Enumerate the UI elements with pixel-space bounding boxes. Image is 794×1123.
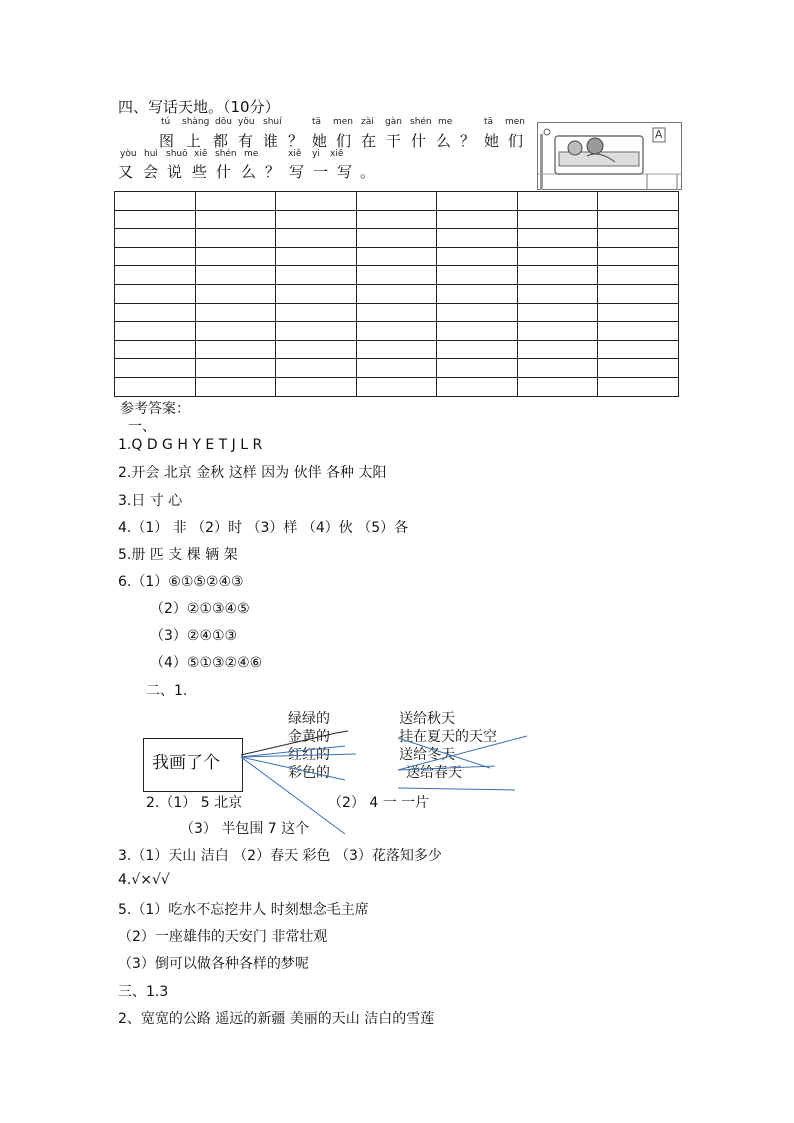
pinyin: me: [438, 117, 453, 127]
answer-line: 2.开会 北京 金秋 这样 因为 伙伴 各种 太阳: [118, 465, 387, 481]
pinyin: yǒu: [238, 117, 255, 127]
pinyin: xiě: [288, 149, 302, 159]
pinyin: men: [505, 117, 526, 127]
section-title: 四、写话天地。（10分）: [118, 98, 280, 116]
hanzi: 干: [386, 132, 402, 150]
hanzi: 都: [213, 132, 229, 150]
match-left-item: 绿绿的: [288, 711, 330, 727]
hanzi: ？: [460, 132, 476, 150]
part2-label: 二、1.: [146, 683, 188, 699]
answer-line: （2） 4 一 一片: [328, 795, 430, 811]
pinyin: xiě: [330, 149, 344, 159]
answer-line: 2.（1） 5 北京: [146, 795, 243, 811]
answer-line: 4.√×√√: [118, 872, 170, 888]
part1-label: 一、: [128, 419, 156, 435]
answer-line: （2）一座雄伟的天安门 非常壮观: [118, 929, 328, 945]
hanzi: 。: [360, 163, 376, 181]
pinyin: dōu: [215, 117, 232, 127]
answer-line: 三、1.3: [118, 984, 169, 1000]
hanzi: 又: [118, 163, 134, 181]
hanzi: 么: [241, 163, 257, 181]
answer-line: （3） 半包围 7 这个: [180, 821, 310, 837]
answer-line: 2、宽宽的公路 遥远的新疆 美丽的天山 洁白的雪莲: [118, 1011, 435, 1027]
answer-line: （4）⑤①③②④⑥: [150, 655, 263, 671]
svg-text:A: A: [655, 128, 663, 141]
hanzi: 有: [238, 132, 254, 150]
hanzi: ？: [265, 163, 281, 181]
pinyin: shuí: [263, 117, 282, 127]
hanzi: 一: [313, 163, 329, 181]
hanzi: 们: [336, 132, 352, 150]
hanzi: 写: [337, 163, 353, 181]
hanzi: 说: [167, 163, 183, 181]
hanzi: 什: [411, 132, 427, 150]
hanzi: 上: [186, 132, 202, 150]
pinyin: shuō: [166, 149, 188, 159]
hanzi: ？: [288, 132, 304, 150]
hanzi: 们: [508, 132, 524, 150]
match-right-item: 送给秋天: [399, 711, 455, 727]
answer-line: （2）②①③④⑤: [150, 601, 250, 617]
match-right-item: 挂在夏天的天空: [399, 729, 497, 745]
pinyin: men: [333, 117, 354, 127]
answer-line: 6.（1）⑥①⑤②④③: [118, 574, 244, 590]
answer-line: （3）倒可以做各种各样的梦呢: [118, 956, 309, 972]
answer-line: 3.日 寸 心: [118, 493, 183, 509]
answers-heading: 参考答案：: [120, 401, 190, 417]
pinyin: yòu: [120, 149, 137, 159]
pinyin: shén: [215, 149, 237, 159]
match-left-item: 红红的: [288, 747, 330, 763]
answer-line: 3.（1）天山 洁白 （2）春天 彩色 （3）花落知多少: [118, 848, 442, 864]
hanzi: 写: [289, 163, 305, 181]
answer-line: 5.册 匹 支 棵 辆 架: [118, 547, 238, 563]
answer-line: （3）②④①③: [150, 628, 238, 644]
match-right-item: 送给春天: [406, 765, 462, 781]
hanzi: 她: [312, 132, 328, 150]
match-box-label: 我画了个: [152, 753, 220, 773]
hanzi: 什: [216, 163, 232, 181]
hanzi: 谁: [263, 132, 279, 150]
pinyin: gàn: [385, 117, 402, 127]
pinyin: me: [244, 149, 259, 159]
match-right-item: 送给冬天: [399, 747, 455, 763]
pinyin: tā: [312, 117, 322, 127]
match-left-item: 彩色的: [288, 765, 330, 781]
pinyin: tā: [484, 117, 494, 127]
hanzi: 些: [192, 163, 208, 181]
pinyin: xiē: [194, 149, 208, 159]
answer-line: 4.（1） 非 （2）时 （3）样 （4）伙 （5）各: [118, 520, 409, 536]
pinyin: tú: [161, 117, 171, 127]
answer-line: 5.（1）吃水不忘挖井人 时刻想念毛主席: [118, 902, 369, 918]
answer-line: 1.Q D G H Y E T J L R: [118, 437, 263, 453]
pinyin: shàng: [182, 117, 210, 127]
hanzi: 她: [484, 132, 500, 150]
pinyin: yi: [312, 149, 320, 159]
pinyin: zài: [361, 117, 374, 127]
hanzi: 在: [361, 132, 377, 150]
pinyin: shén: [410, 117, 432, 127]
match-left-item: 金黄的: [288, 729, 330, 745]
hanzi: 图: [159, 132, 175, 150]
hanzi: 会: [143, 163, 159, 181]
pinyin: huì: [144, 149, 158, 159]
hanzi: 么: [436, 132, 452, 150]
